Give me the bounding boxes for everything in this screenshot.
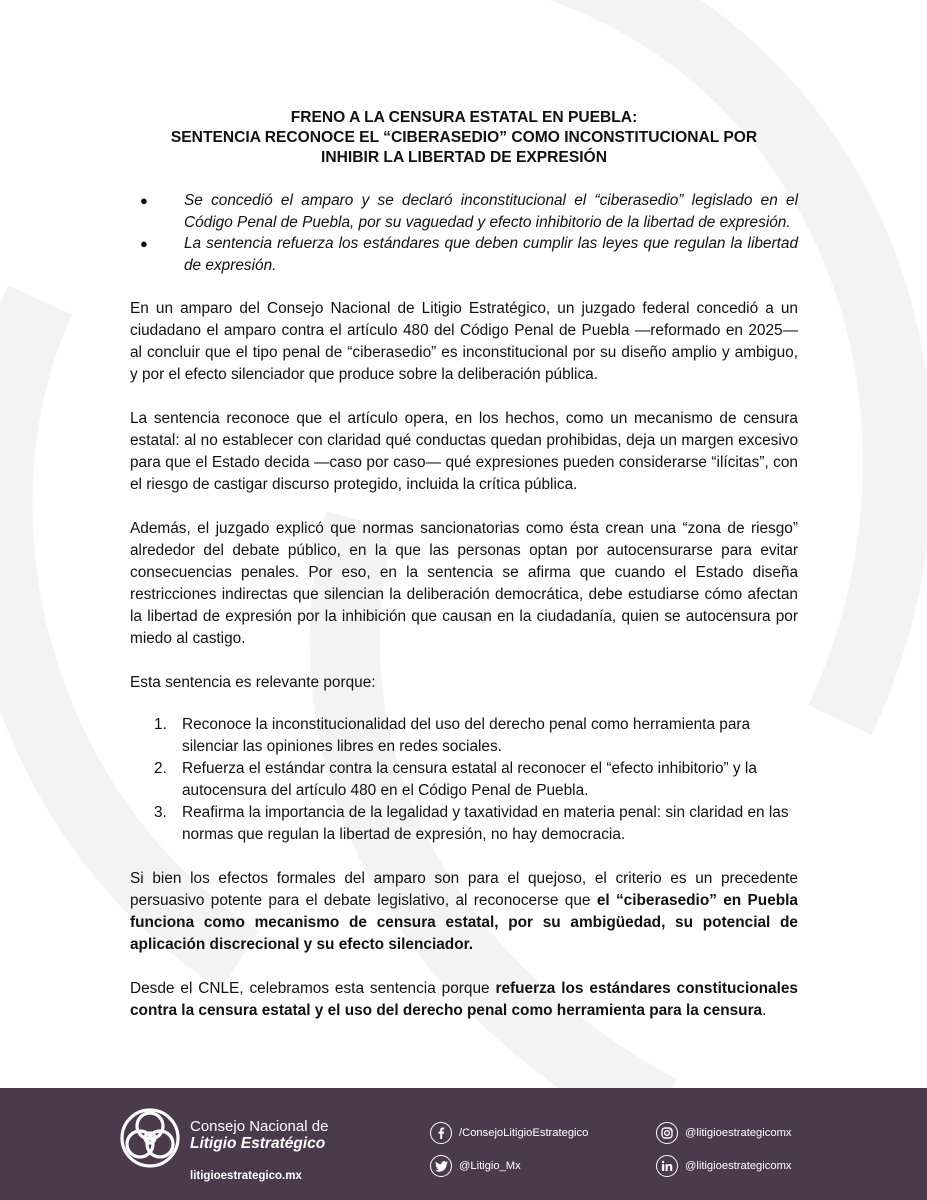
twitter-link[interactable]: [430, 1155, 521, 1177]
twitter-icon: [430, 1155, 452, 1177]
bullet-icon: ●: [140, 236, 148, 251]
list-item: [154, 714, 798, 758]
list-text: Reafirma la importancia de la legalidad y taxatividad en materia penal: sin claridad en las normas que regulan la libertad de expresión, no hay democracia.: [182, 804, 789, 843]
facebook-link[interactable]: [430, 1122, 588, 1144]
highlights-list: [140, 190, 798, 276]
list-item: [154, 802, 798, 846]
list-text: Refuerza el estándar contra la censura estatal al reconocer el “efecto inhibitorio” y la autocensura del artículo 480 en el Código Penal de Puebla.: [182, 760, 757, 799]
document-title: [130, 108, 798, 168]
facebook-icon: [430, 1122, 452, 1144]
paragraph-bold-text: refuerza los estándares constitucionales contra la censura estatal y el uso del derecho penal como herramienta para la censura: [130, 980, 798, 1019]
linkedin-handle: @litigioestrategicomx: [685, 1160, 792, 1172]
list-number: 1.: [154, 716, 167, 733]
website-link[interactable]: litigioestrategico.mx: [190, 1170, 302, 1182]
org-name: [190, 1118, 328, 1152]
linkedin-link[interactable]: [656, 1155, 792, 1177]
footer-bar: [0, 1088, 927, 1200]
paragraph-cnle: [130, 978, 798, 1022]
twitter-handle: @Litigio_Mx: [459, 1160, 521, 1172]
title-line-3: INHIBIR LA LIBERTAD DE EXPRESIÓN: [321, 149, 607, 166]
relevance-intro: Esta sentencia es relevante porque:: [130, 674, 376, 691]
paragraph-zona-riesgo: Además, el juzgado explicó que normas sancionatorias como ésta crean una “zona de riesgo” alrededor del debate público, en la que las personas optan por autocensurarse para evitar consecuencias penales. Por eso, en la sentencia se afirma que cuando el Estado diseña restricciones indirectas que silencian la deliberación democrática, debe estudiarse cómo afectan la libertad de expresión por la inhibición que causan en la ciudadanía, quien se autocensura por miedo al castigo.: [130, 520, 798, 647]
paragraph-precedente: [130, 868, 798, 956]
linkedin-icon: [656, 1155, 678, 1177]
list-number: 2.: [154, 760, 167, 777]
org-name-line-2: Litigio Estratégico: [190, 1135, 326, 1152]
paragraph-text: Si bien los efectos formales del amparo son para el quejoso, el criterio es un precedente persuasivo potente para el debate legislativo, al reconocerse que: [130, 870, 798, 909]
title-line-2: SENTENCIA RECONOCE EL “CIBERASEDIO” COMO INCONSTITUCIONAL POR: [170, 129, 758, 146]
cnle-logo-icon: [118, 1106, 182, 1170]
instagram-icon: [656, 1122, 678, 1144]
list-item: [140, 190, 798, 233]
relevance-list: [154, 714, 798, 846]
instagram-handle: @litigioestrategicomx: [685, 1127, 792, 1139]
press-release: [130, 108, 798, 1044]
paragraph-text: Desde el CNLE, celebramos esta sentencia porque: [130, 980, 496, 997]
bullet-icon: ●: [140, 193, 148, 208]
instagram-link[interactable]: [656, 1122, 792, 1144]
paragraph-end: .: [762, 1002, 767, 1019]
org-name-line-1: Consejo Nacional de: [190, 1118, 329, 1135]
paragraph-amparo: En un amparo del Consejo Nacional de Litigio Estratégico, un juzgado federal concedió a un ciudadano el amparo contra el artículo 480 del Código Penal de Puebla —reformado en 2025— al concluir que el tipo penal de “ciberasedio” es inconstitucional por su diseño amplio y ambiguo, y por el efecto silenciador que produce sobre la deliberación pública.: [130, 300, 798, 383]
list-number: 3.: [154, 804, 167, 821]
title-line-1: FRENO A LA CENSURA ESTATAL EN PUEBLA:: [290, 109, 638, 126]
facebook-handle: /ConsejoLitigioEstrategico: [459, 1127, 589, 1139]
list-item: [154, 758, 798, 802]
highlight-text: Se concedió el amparo y se declaró inconstitucional el “ciberasedio” legislado en el Código Penal de Puebla, por su vaguedad y efecto inhibitorio de la libertad de expresión.: [184, 192, 798, 231]
list-text: Reconoce la inconstitucionalidad del uso del derecho penal como herramienta para silenciar las opiniones libres en redes sociales.: [182, 716, 751, 755]
highlight-text: La sentencia refuerza los estándares que deben cumplir las leyes que regulan la libertad de expresión.: [184, 235, 798, 274]
paragraph-censura: La sentencia reconoce que el artículo opera, en los hechos, como un mecanismo de censura estatal: al no establecer con claridad qué conductas quedan prohibidas, deja un margen excesivo para que el Estado decida —caso por caso— qué expresiones pueden considerarse “ilícitas”, con el riesgo de castigar discurso protegido, incluida la crítica pública.: [130, 410, 798, 493]
paragraph-bold-text: el “ciberasedio” en Puebla funciona como mecanismo de censura estatal, por su ambigüedad, su potencial de aplicación discrecional y su efecto silenciador.: [130, 892, 798, 953]
list-item: [140, 233, 798, 276]
